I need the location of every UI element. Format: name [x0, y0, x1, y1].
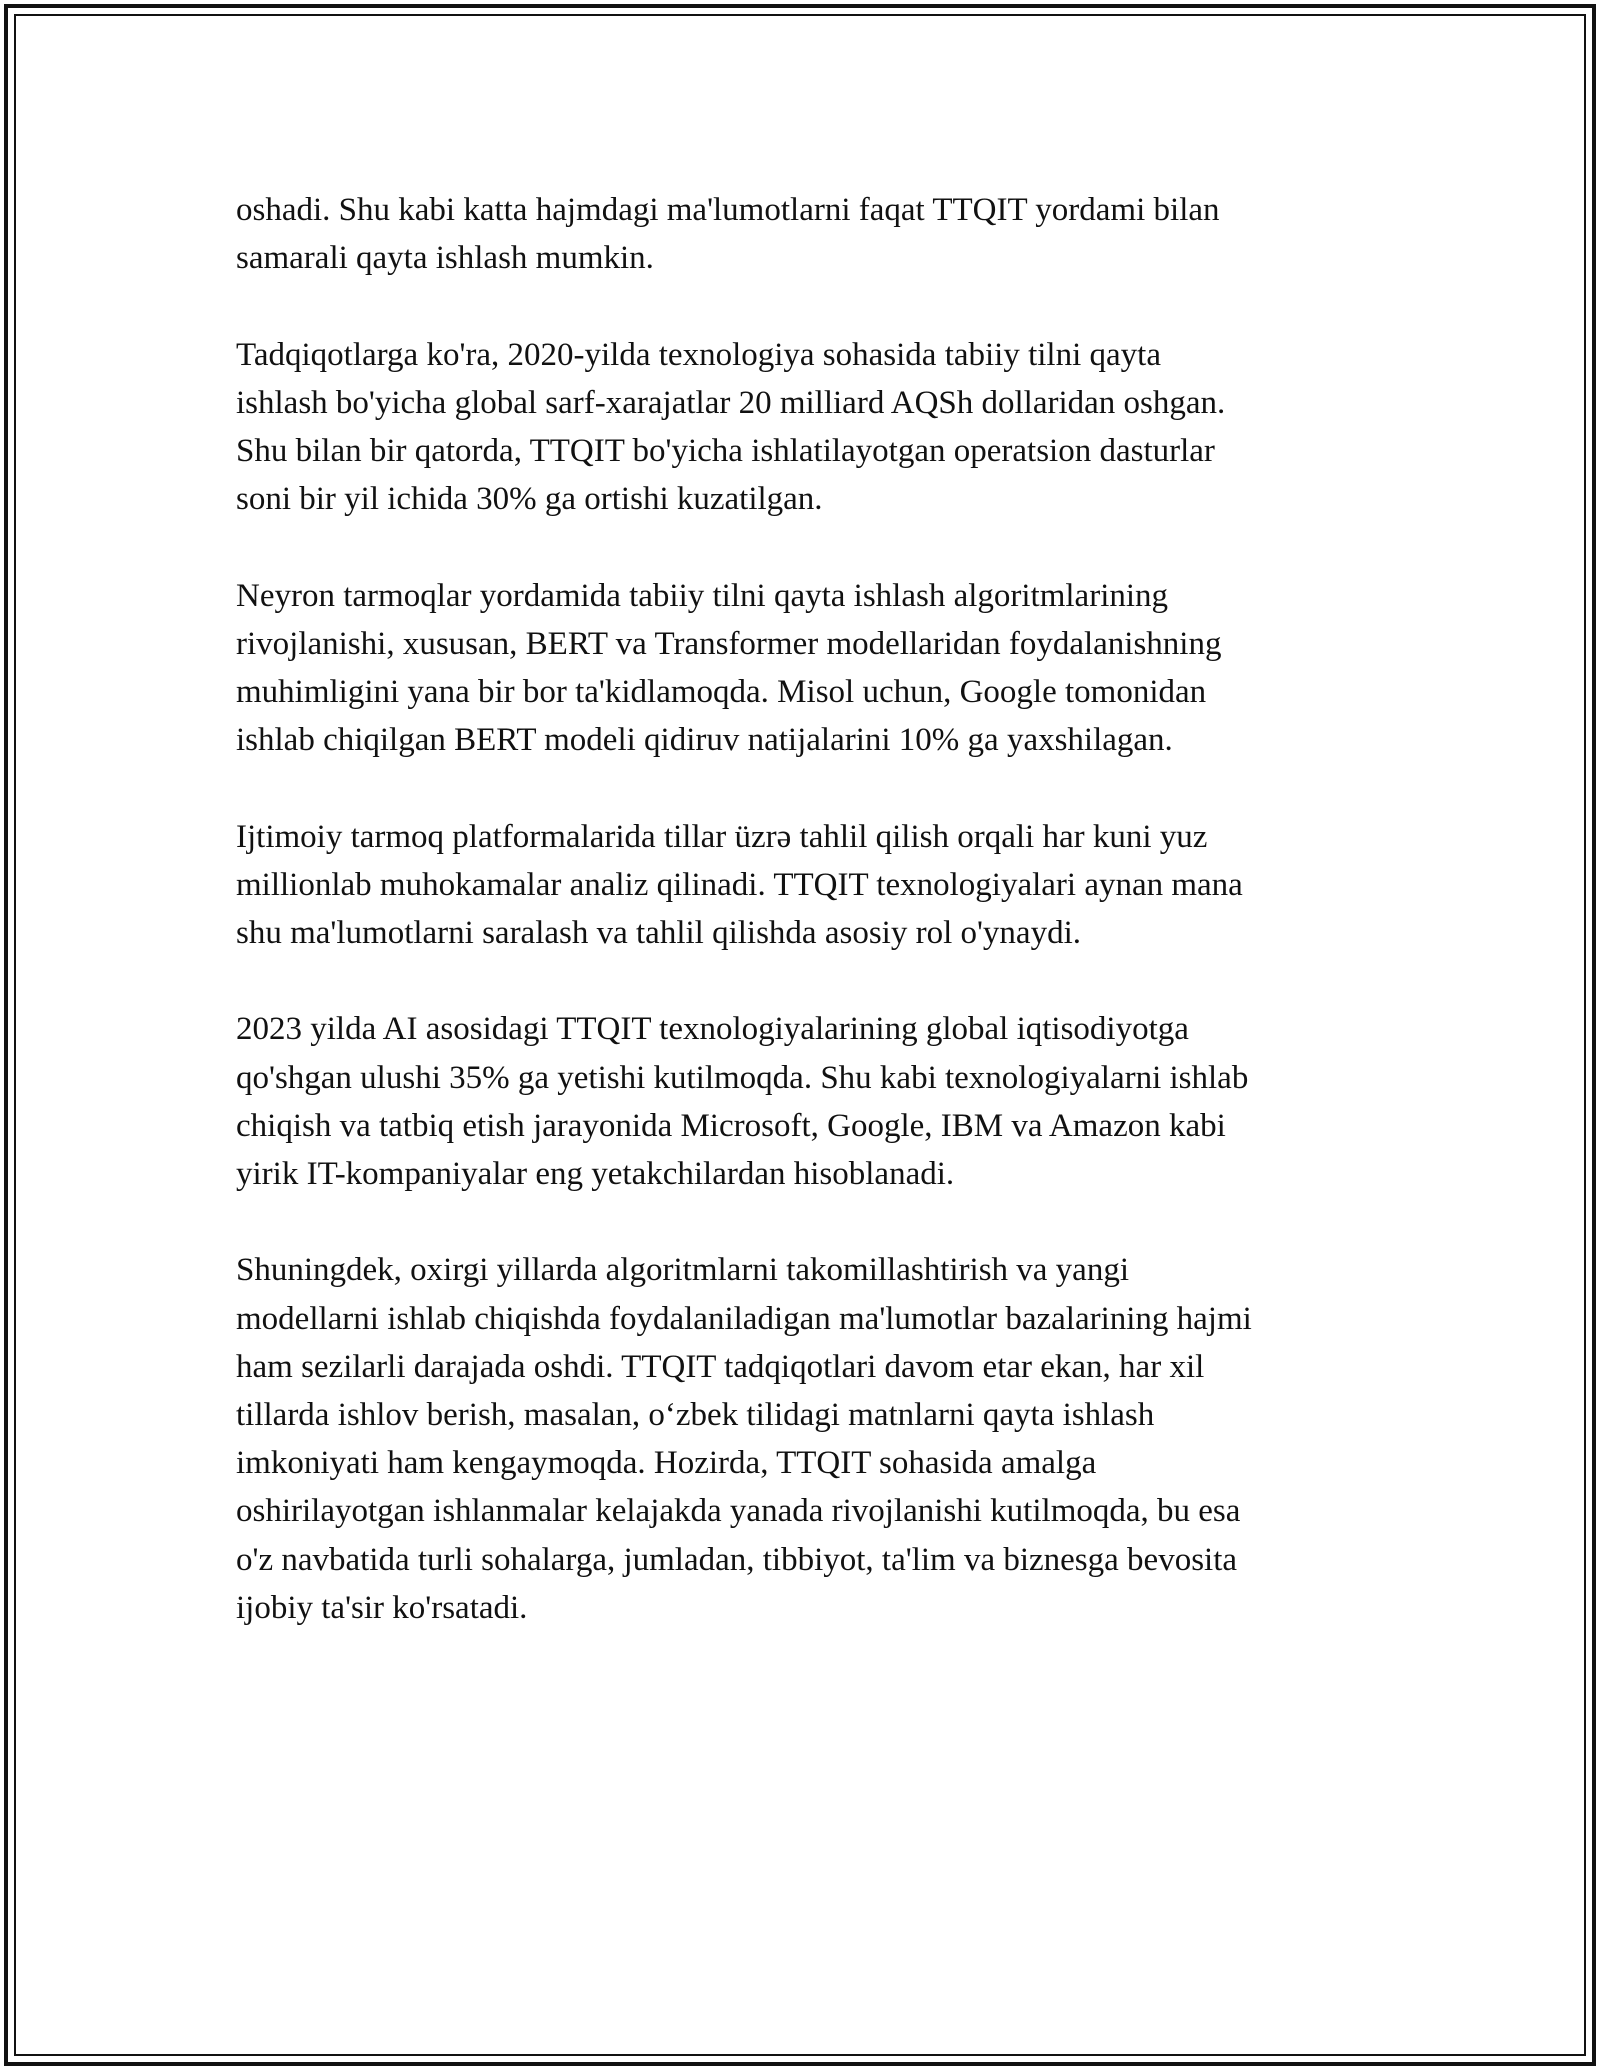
- document-body: [236, 186, 1386, 1680]
- paragraph: Tadqiqotlarga ko'ra, 2020-yilda texnologiya sohasida tabiiy tilni qayta ishlash bo'yicha global sarf-xarajatlar 20 milliard AQSh dollaridan oshgan. Shu bilan bir qatorda, TTQIT bo'yicha ishlatilayotgan operatsion dasturlar soni bir yil ichida 30% ga ortishi kuzatilgan.: [236, 336, 1226, 518]
- paragraph: Shuningdek, oxirgi yillarda algoritmlarni takomillashtirish va yangi modellarni ishlab chiqishda foydalaniladigan ma'lumotlar bazalarining hajmi ham sezilarli darajada oshdi. TTQIT tadqiqotlari davom etar ekan, har xil tillarda ishlov berish, masalan, oʻzbek tilidagi matnlarni qayta ishlash imkoniyati ham kengaymoqda. Hozirda, TTQIT sohasida amalga oshirilayotgan ishlanmalar kelajakda yanada rivojlanishi kutilmoqda, bu esa o'z navbatida turli sohalarga, jumladan, tibbiyot, ta'lim va biznesga bevosita ijobiy ta'sir ko'rsatadi.: [236, 1252, 1252, 1626]
- paragraph: Ijtimoiy tarmoq platformalarida tillar üzrə tahlil qilish orqali har kuni yuz millionlab muhokamalar analiz qilinadi. TTQIT texnologiyalari aynan mana shu ma'lumotlarni saralash va tahlil qilishda asosiy rol o'ynaydi.: [236, 818, 1243, 951]
- paragraph: oshadi. Shu kabi katta hajmdagi ma'lumotlarni faqat TTQIT yordami bilan samarali qayta ishlash mumkin.: [236, 192, 1220, 277]
- paragraph: Neyron tarmoqlar yordamida tabiiy tilni qayta ishlash algoritmlarining rivojlanishi, xususan, BERT va Transformer modellaridan foydalanishning muhimligini yana bir bor ta'kidlamoqda. Misol uchun, Google tomonidan ishlab chiqilgan BERT modeli qidiruv natijalarini 10% ga yaxshilagan.: [236, 577, 1222, 759]
- paragraph: 2023 yilda AI asosidagi TTQIT texnologiyalarining global iqtisodiyotga qo'shgan ulushi 35% ga yetishi kutilmoqda. Shu kabi texnologiyalarni ishlab chiqish va tatbiq etish jarayonida Microsoft, Google, IBM va Amazon kabi yirik IT-kompaniyalar eng yetakchilardan hisoblanadi.: [236, 1011, 1249, 1192]
